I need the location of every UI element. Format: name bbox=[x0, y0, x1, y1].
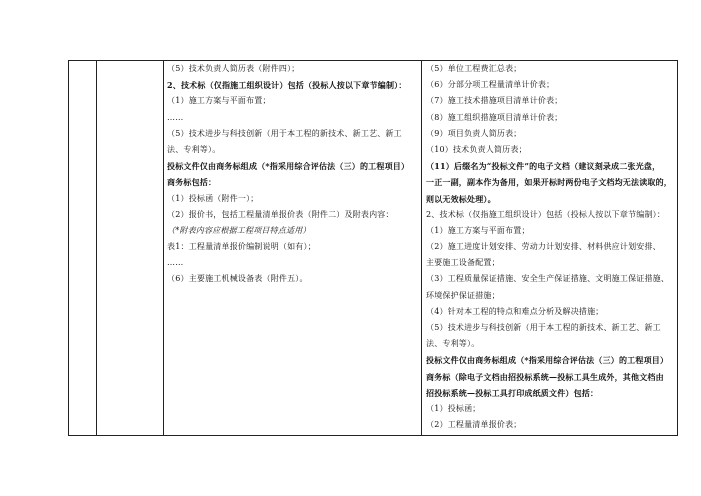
text-line: （11）后缀名为“投标文件”的电子文档（建议刻录成二张光盘， bbox=[426, 161, 661, 172]
text-line: 表1：工程量清单报价编制说明（如有）； bbox=[167, 242, 316, 252]
text-line: 环境保护保证措施； bbox=[426, 290, 500, 300]
text-line: 2、技术标（仅指施工组织设计）包括（投标人按以下章节编制）： bbox=[167, 80, 407, 91]
text-line: （2）施工进度计划安排、劳动力计划安排、材料供应计划安排、 bbox=[426, 242, 661, 252]
text-line: （2）报价书，包括工程量清单报价表（附件二）及附表内容： bbox=[167, 209, 394, 219]
text-line: 商务标包括： bbox=[167, 177, 217, 188]
text-line: 投标文件仅由商务标组成（*指采用综合评估法（三）的工程项目） bbox=[167, 161, 410, 172]
text-line: …… bbox=[167, 258, 184, 268]
text-line: （9）项目负责人简历表； bbox=[426, 128, 522, 138]
column-divider bbox=[421, 61, 422, 435]
text-line: （5）技术负责人简历表（附件四）； bbox=[167, 64, 300, 73]
text-line: 主要施工设备配置； bbox=[426, 258, 500, 268]
text-line: （1）施工方案与平面布置； bbox=[167, 96, 271, 106]
column-divider bbox=[96, 61, 97, 435]
text-line: （4）针对本工程的特点和难点分析及解决措施； bbox=[426, 306, 604, 316]
text-line: （6）分部分项工程量清单计价表； bbox=[426, 80, 555, 90]
text-line: （5）单位工程费汇总表； bbox=[426, 64, 522, 73]
column-divider bbox=[163, 61, 164, 435]
text-line: 招投标系统—投标工具打印成纸质文件）包括： bbox=[426, 387, 599, 398]
text-line: （1）投标函（附件一）； bbox=[167, 193, 259, 203]
text-line: 则以无效标处理）。 bbox=[426, 193, 496, 204]
text-line: （2）工程量清单报价表； bbox=[426, 420, 522, 430]
text-line: 投标文件仅由商务标组成（*指采用综合评估法（三）的工程项目） bbox=[426, 355, 669, 366]
text-line: （10）技术负责人简历表； bbox=[426, 144, 527, 154]
text-line: （5）技术进步与科技创新（用于本工程的新技术、新工艺、新工 bbox=[426, 323, 661, 332]
text-line: 商务标（除电子文档由招投标系统—投标工具生成外，其他文档由 bbox=[426, 371, 664, 382]
text-line: 一正一副，副本作为备用，如果开标时两份电子文档均无法读取的， bbox=[426, 177, 672, 188]
left-text-column bbox=[167, 61, 419, 288]
text-line: （6）主要施工机械设备表（附件五）。 bbox=[167, 274, 308, 284]
text-line: （1）投标函； bbox=[426, 403, 481, 413]
text-line: 法、专利等）。 bbox=[167, 144, 221, 154]
right-text-column bbox=[426, 61, 676, 433]
text-line: （7）施工技术措施项目清单计价表； bbox=[426, 96, 563, 106]
document-table bbox=[68, 60, 678, 436]
text-line: …… bbox=[167, 112, 184, 122]
text-line: （*附表内容应根据工程项目特点适用） bbox=[167, 225, 311, 235]
text-line: 法、专利等）。 bbox=[426, 339, 480, 349]
text-line: （5）技术进步与科技创新（用于本工程的新技术、新工艺、新工 bbox=[167, 128, 402, 138]
text-line: （3）工程质量保证措施、安全生产保证措施、文明施工保证措施、 bbox=[426, 274, 670, 284]
text-line: 2、技术标（仅指施工组织设计）包括（投标人按以下章节编制）： bbox=[426, 209, 666, 219]
text-line: （8）施工组织措施项目清单计价表； bbox=[426, 112, 563, 122]
text-line: （1）施工方案与平面布置； bbox=[426, 225, 530, 235]
